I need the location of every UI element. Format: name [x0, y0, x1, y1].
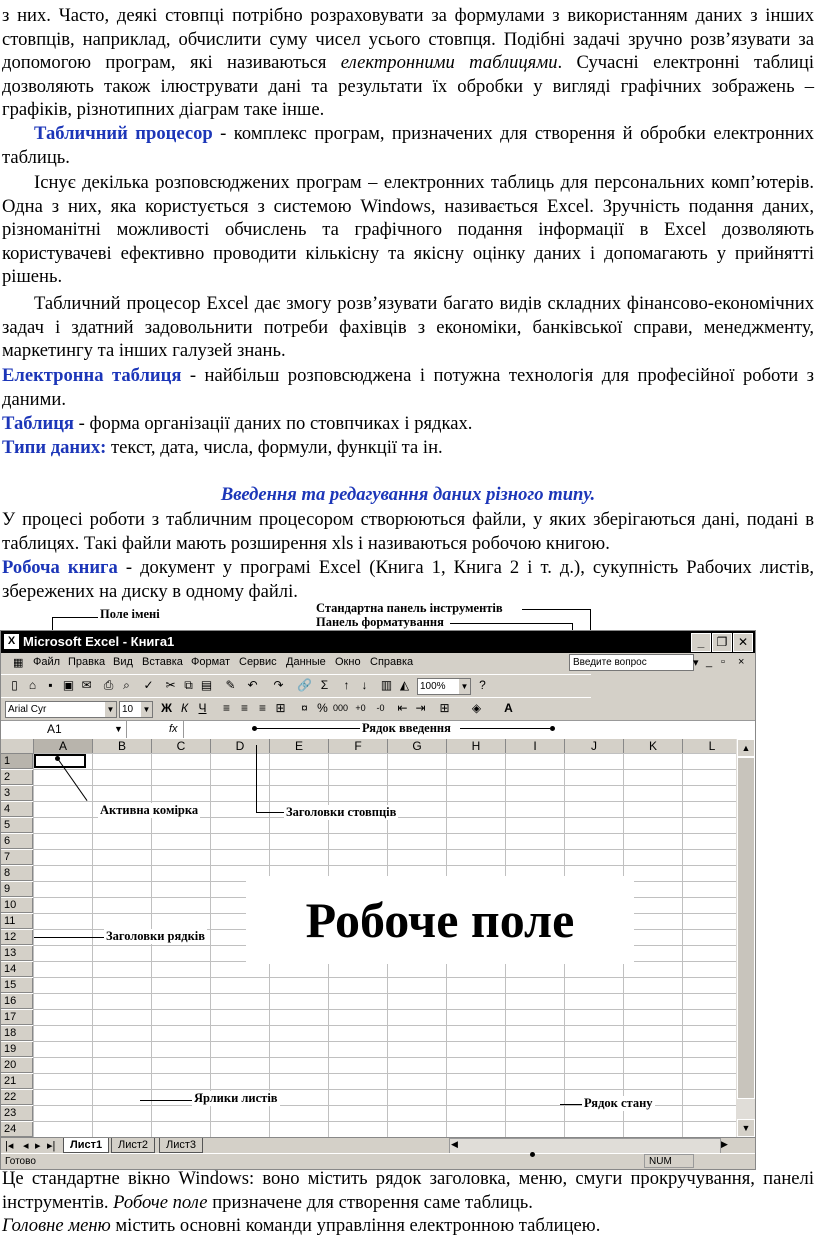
chart-icon[interactable]: ▥ — [380, 678, 393, 692]
leader-sheet-tabs — [140, 1100, 192, 1101]
column-header-j[interactable]: J — [565, 739, 624, 754]
paragraph-10-emphasis: Робоче поле — [113, 1191, 208, 1213]
row-header-10[interactable]: 10 — [1, 898, 33, 913]
dot-formula-bar-end — [550, 726, 555, 731]
decrease-decimal-icon[interactable]: -0 — [376, 703, 385, 713]
ask-dropdown-icon[interactable]: ▾ — [693, 657, 699, 669]
window-title: Microsoft Excel - Книга1 — [23, 634, 175, 649]
menu-view[interactable]: Вид — [113, 656, 133, 668]
menu-data[interactable]: Данные — [286, 656, 326, 668]
row-header-21[interactable]: 21 — [1, 1074, 33, 1089]
row-header-24[interactable]: 24 — [1, 1122, 33, 1137]
row-header-3[interactable]: 3 — [1, 786, 33, 801]
term-table: Таблиця — [2, 413, 74, 434]
menu-file[interactable]: Файл — [33, 656, 61, 668]
column-header-e[interactable]: E — [270, 739, 329, 754]
row-header-16[interactable]: 16 — [1, 994, 33, 1009]
term-workbook: Робоча книга — [2, 557, 118, 578]
sheet-tab-1[interactable]: Лист1 — [63, 1138, 109, 1153]
function-icon[interactable]: fx — [169, 723, 178, 735]
zoom-dropdown-icon[interactable]: ▼ — [459, 679, 470, 694]
num-lock-indicator: NUM — [644, 1154, 694, 1168]
scroll-thumb[interactable] — [737, 757, 755, 1099]
paragraph-1-text: з них. Часто, деякі стовпці потрібно розраховувати за формулами з використанням даних з інших стовпців, наприклад, обчислити суму чисел усього стовпця. Подібні задачі зручно розв’язувати за допомогою програм, які називаються — [2, 5, 814, 73]
copy-icon[interactable]: ⧉ — [184, 678, 193, 692]
menu-tools[interactable]: Сервис — [239, 656, 277, 668]
cut-icon[interactable]: ✂ — [165, 678, 176, 692]
term-data-types: Типи даних: — [2, 437, 107, 458]
label-active-cell-text: Активна комірка — [100, 803, 199, 817]
ask-question-input[interactable]: Введите вопрос — [569, 654, 694, 671]
row-header-12[interactable]: 12 — [1, 930, 33, 945]
leader-formula-bar-left — [255, 728, 360, 729]
sheet-tabs-bar — [1, 1137, 755, 1154]
row-header-5[interactable]: 5 — [1, 818, 33, 833]
paragraph-10-end: призначене для створення саме таблиць. — [207, 1191, 533, 1213]
last-sheet-icon[interactable]: ▸| — [47, 1140, 56, 1152]
column-header-l[interactable]: L — [683, 739, 742, 754]
label-formula-bar: Рядок введення — [362, 721, 451, 735]
align-right-icon[interactable]: ≡ — [258, 701, 266, 715]
paragraph-4-text: Табличний процесор Excel дає змогу розв’язувати багато видів складних фінансово-економічних задач і здатний задовольнити потреби фахівців з економіки, банківської справи, менеджменту, маркетингу та інших галузей знань. — [2, 293, 814, 361]
row-header-11[interactable]: 11 — [1, 914, 33, 929]
row-header-18[interactable]: 18 — [1, 1026, 33, 1041]
percent-icon[interactable]: % — [317, 701, 328, 715]
leader-std-toolbar-h — [522, 609, 590, 610]
row-header-9[interactable]: 9 — [1, 882, 33, 897]
email-icon[interactable]: ✉ — [81, 678, 92, 692]
excel-icon: X — [4, 634, 19, 649]
prev-sheet-icon[interactable]: ◂ — [23, 1140, 29, 1152]
increase-decimal-icon[interactable]: +0 — [355, 703, 366, 713]
sort-asc-icon[interactable]: ↑ — [343, 678, 350, 692]
leader-formula-bar-right — [460, 728, 550, 729]
row-header-23[interactable]: 23 — [1, 1106, 33, 1121]
name-box[interactable] — [1, 721, 127, 738]
currency-icon[interactable]: ¤ — [301, 701, 308, 715]
column-header-a[interactable]: A — [34, 739, 93, 754]
help-icon[interactable]: ? — [479, 678, 486, 692]
formatting-toolbar — [1, 697, 591, 721]
leader-fmt-toolbar-h — [450, 623, 572, 624]
bold-icon[interactable]: Ж — [161, 701, 172, 715]
paragraph-8-text: У процесі роботи з табличним процесором створюються файли, у яких зберігаються дані, подані в таблицях. Такі файли мають розширення xls і називаються робочою книгою. — [2, 509, 814, 554]
paragraph-2 — [2, 122, 814, 169]
maximize-icon[interactable]: ❐ — [712, 633, 732, 652]
undo-icon[interactable]: ↶ — [247, 678, 258, 692]
leader-status-bar-h — [560, 1104, 582, 1105]
leader-row-headers — [34, 937, 104, 938]
scroll-down-icon[interactable]: ▼ — [737, 1119, 755, 1137]
paragraph-1 — [2, 4, 814, 122]
minimize-icon[interactable]: _ — [691, 633, 711, 652]
sort-desc-icon[interactable]: ↓ — [361, 678, 368, 692]
label-row-headers: Заголовки рядків — [106, 929, 205, 943]
zoom-value: 100% — [420, 681, 446, 692]
paragraph-9-text: - документ у програмі Excel (Книга 1, Книга 2 і т. д.), сукупність Рабочих листів, збережених на диску в одному файлі. — [2, 557, 814, 602]
borders-icon[interactable]: ⊞ — [439, 701, 450, 715]
sheet-tab-2[interactable]: Лист2 — [111, 1138, 155, 1153]
label-sheet-tabs: Ярлики листів — [194, 1091, 278, 1105]
paragraph-1-emphasis: електронними таблицями — [340, 52, 558, 73]
paragraph-10-text: Це стандартне вікно Windows: воно містить рядок заголовка, меню, смуги прокручування, панелі інструментів. — [2, 1168, 814, 1213]
underline-icon[interactable]: Ч — [198, 701, 207, 715]
preview-icon[interactable]: ⌕ — [123, 678, 130, 692]
leader-name-box-h — [52, 617, 98, 618]
open-icon[interactable]: ⌂ — [28, 678, 37, 692]
label-fmt-toolbar: Панель форматування — [316, 615, 444, 629]
paragraph-7 — [2, 436, 814, 460]
row-header-13[interactable]: 13 — [1, 946, 33, 961]
paragraph-11-text: містить основні команди управління електронною таблицею. — [110, 1215, 601, 1236]
column-header-g[interactable]: G — [388, 739, 447, 754]
close-icon[interactable]: ✕ — [733, 633, 753, 652]
thousands-icon[interactable]: 000 — [333, 703, 349, 713]
row-header-20[interactable]: 20 — [1, 1058, 33, 1073]
menu-insert[interactable]: Вставка — [142, 656, 183, 668]
zoom-select[interactable] — [417, 678, 471, 695]
row-header-17[interactable]: 17 — [1, 1010, 33, 1025]
font-color-icon[interactable]: A — [504, 701, 513, 715]
paragraph-11-emphasis: Головне меню — [2, 1215, 111, 1236]
paragraph-3 — [2, 171, 814, 289]
font-size-select[interactable] — [119, 701, 153, 718]
paragraph-4 — [2, 292, 814, 363]
paragraph-5 — [2, 364, 814, 411]
menu-format[interactable]: Формат — [191, 656, 231, 668]
decrease-indent-icon[interactable]: ⇤ — [397, 701, 408, 715]
term-spreadsheet-processor: Табличний процесор — [34, 123, 213, 144]
row-header-22[interactable]: 22 — [1, 1090, 33, 1105]
cell-reference: A1 — [47, 722, 62, 736]
align-center-icon[interactable]: ≡ — [240, 701, 248, 715]
column-header-d[interactable]: D — [211, 739, 270, 754]
label-col-headers: Заголовки стовпців — [286, 805, 397, 819]
hyperlink-icon[interactable]: 🔗 — [297, 678, 312, 692]
paragraph-5-text: - найбільш розповсюджена і потужна технологія для професійної роботи з даними. — [2, 365, 814, 410]
menu-edit[interactable]: Правка — [68, 656, 106, 668]
label-status-bar: Рядок стану — [584, 1096, 653, 1110]
print-icon[interactable]: ⎙ — [103, 678, 114, 692]
spelling-icon[interactable]: ✓ — [143, 678, 154, 692]
leader-col-headers-h — [256, 812, 284, 813]
row-header-8[interactable]: 8 — [1, 866, 33, 881]
font-name-value: Arial Cyr — [8, 704, 47, 715]
first-sheet-icon[interactable]: |◂ — [5, 1140, 14, 1152]
new-icon[interactable]: ▯ — [11, 678, 18, 692]
row-header-6[interactable]: 6 — [1, 834, 33, 849]
italic-icon[interactable]: К — [180, 701, 189, 715]
title-bar — [1, 631, 755, 653]
paragraph-3-text: Існує декілька розповсюджених програм – електронних таблиць для персональних комп’ютерів. Одна з них, яка користується з системою Windows, називається Excel. Зручність подання даних, різноманітні можливості обчислень та графічного подання інформації в Excel дозволяють користувачеві ефективно проводити кількісну та якісну оцінку даних і допомагають у прийнятті рішень. — [2, 172, 814, 287]
row-header-19[interactable]: 19 — [1, 1042, 33, 1057]
column-header-h[interactable]: H — [447, 739, 506, 754]
row-header-1[interactable]: 1 — [1, 754, 33, 769]
scroll-left-icon[interactable]: ◀ — [451, 1139, 458, 1149]
permission-icon[interactable]: ▣ — [62, 678, 75, 692]
column-header-i[interactable]: I — [506, 739, 565, 754]
doc-minimize-icon[interactable]: _ — [706, 656, 713, 668]
paragraph-6-text: - форма організації даних по стовпчиках і рядках. — [74, 413, 473, 434]
dot-status-bar — [530, 1152, 535, 1157]
scroll-up-icon[interactable]: ▲ — [737, 739, 755, 757]
increase-indent-icon[interactable]: ⇥ — [415, 701, 426, 715]
vertical-scrollbar[interactable] — [736, 739, 755, 1137]
doc-close-icon[interactable]: × — [738, 656, 745, 668]
scroll-right-icon[interactable]: ▶ — [721, 1139, 728, 1149]
paste-icon[interactable]: ▤ — [200, 678, 213, 692]
paragraph-6 — [2, 412, 814, 436]
paragraph-11 — [2, 1214, 814, 1238]
section-heading: Введення та редагування даних різного типу. — [220, 484, 596, 505]
row-header-7[interactable]: 7 — [1, 850, 33, 865]
font-name-select[interactable] — [5, 701, 117, 718]
term-spreadsheet: Електронна таблиця — [2, 365, 182, 386]
column-header-f[interactable]: F — [329, 739, 388, 754]
doc-restore-icon[interactable]: ▫ — [721, 656, 725, 668]
paragraph-2-text: - комплекс програм, призначених для створення й обробки електронних таблиць. — [2, 123, 814, 168]
next-sheet-icon[interactable]: ▸ — [35, 1140, 41, 1152]
label-std-toolbar: Стандартна панель інструментів — [316, 601, 503, 615]
fill-color-icon[interactable]: ◈ — [471, 701, 482, 715]
font-name-dropdown-icon[interactable]: ▼ — [105, 702, 116, 717]
paragraph-10 — [2, 1167, 814, 1214]
font-size-dropdown-icon[interactable]: ▼ — [141, 702, 152, 717]
label-work-area: Робоче поле — [246, 876, 634, 964]
menu-help[interactable]: Справка — [370, 656, 414, 668]
paragraph-1-end: . Сучасні електронні таблиці дозволяють також ілюструвати дані та результати їх обробки у вигляді графічних зображень – графіків, різнотипних діаграм таке інше. — [2, 52, 814, 120]
row-header-2[interactable]: 2 — [1, 770, 33, 785]
sheet-tab-3[interactable]: Лист3 — [159, 1138, 203, 1153]
menu-window[interactable]: Окно — [335, 656, 361, 668]
standard-toolbar — [1, 674, 591, 698]
merge-center-icon[interactable]: ⊞ — [275, 701, 286, 715]
status-ready: Готово — [5, 1156, 36, 1167]
column-header-b[interactable]: B — [93, 739, 152, 754]
format-painter-icon[interactable]: ✎ — [225, 678, 236, 692]
paragraph-7-text: текст, дата, числа, формули, функції та ін. — [106, 437, 443, 458]
column-header-k[interactable]: K — [624, 739, 683, 754]
drawing-icon[interactable]: ◭ — [399, 678, 410, 692]
name-box-dropdown-icon[interactable]: ▼ — [114, 724, 123, 734]
font-size-value: 10 — [122, 704, 134, 715]
menu-doc-icon[interactable]: ▦ — [13, 657, 24, 669]
menu-bar — [1, 653, 755, 673]
row-header-14[interactable]: 14 — [1, 962, 33, 977]
row-header-15[interactable]: 15 — [1, 978, 33, 993]
column-header-c[interactable]: C — [152, 739, 211, 754]
label-name-box: Поле імені — [100, 607, 160, 621]
row-header-4[interactable]: 4 — [1, 802, 33, 817]
paragraph-9 — [2, 556, 814, 603]
redo-icon[interactable]: ↷ — [273, 678, 284, 692]
paragraph-8 — [2, 508, 814, 555]
align-left-icon[interactable]: ≡ — [222, 701, 230, 715]
save-icon[interactable]: ▪ — [48, 678, 53, 692]
leader-col-headers-v — [256, 745, 257, 812]
autosum-icon[interactable]: Σ — [320, 678, 329, 692]
formula-input[interactable] — [183, 721, 754, 738]
